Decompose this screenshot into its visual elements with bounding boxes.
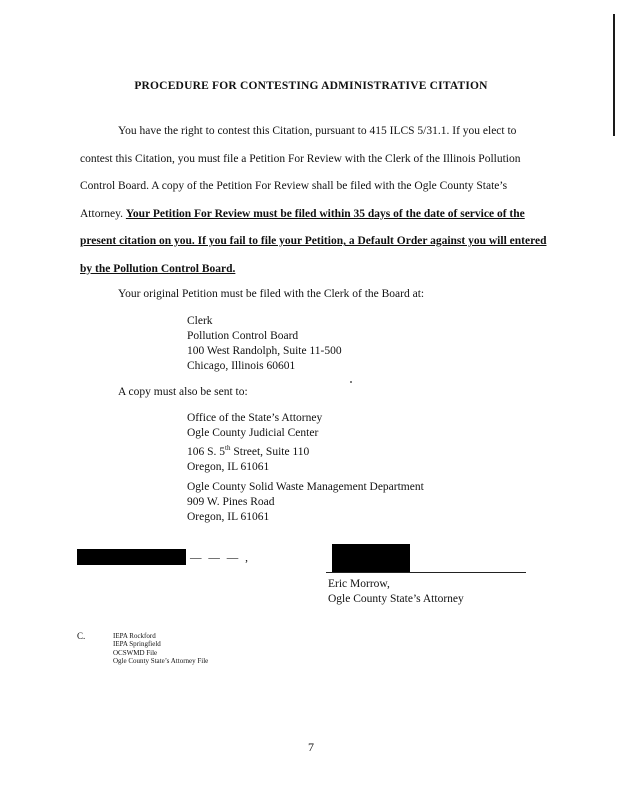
redacted-signature-block xyxy=(332,544,410,572)
ordinal-suffix: th xyxy=(225,444,231,452)
address-line: Oregon, IL 61061 xyxy=(187,511,270,523)
address-line: Ogle County Solid Waste Management Department xyxy=(187,481,424,493)
street-number: 106 S. 5 xyxy=(187,445,226,458)
deadline-warning-text: Your Petition For Review must be filed within 35 days of the date of service of the present citation on you. If you fail to file your Petition, a Default Order against you will entered by the Pollution Control Board. xyxy=(80,207,547,275)
contest-paragraph-text: You have the right to contest this Citation, pursuant to 415 ILCS 5/31.1. If you elect to contest this Citation, you must file a Petition For Review with the Clerk of the Illinois Pollution Control Board. A copy of the Petition For Review shall be filed with the Ogle County State’s Attorney. xyxy=(80,125,521,220)
cc-item: OCSWMD File xyxy=(113,648,158,657)
solid-waste-address-block xyxy=(187,480,424,525)
original-petition-instruction: Your original Petition must be filed with the Clerk of the Board at: xyxy=(118,288,425,300)
address-line: Office of the State’s Attorney xyxy=(187,412,323,424)
street-rest: Street, Suite 110 xyxy=(230,445,310,458)
states-attorney-address-block xyxy=(187,411,322,475)
cc-list xyxy=(113,632,208,666)
signer-name: Eric Morrow, xyxy=(328,578,390,590)
page-edge-rule xyxy=(613,14,615,136)
address-line: 100 West Randolph, Suite 11-500 xyxy=(187,345,342,357)
document-title: PROCEDURE FOR CONTESTING ADMINISTRATIVE CITATION xyxy=(134,80,488,92)
date-dashes: — — — , xyxy=(190,552,250,564)
clerk-address-block xyxy=(187,314,342,374)
signer-title: Ogle County State’s Attorney xyxy=(328,593,464,605)
speck-mark xyxy=(350,381,352,383)
signature-line xyxy=(326,572,526,573)
address-line: Oregon, IL 61061 xyxy=(187,460,270,473)
cc-item: IEPA Rockford xyxy=(113,632,156,640)
page-number: 7 xyxy=(308,740,314,754)
cc-item: Ogle County State’s Attorney File xyxy=(113,657,209,666)
cc-item: IEPA Springfield xyxy=(113,640,161,649)
redacted-date-block xyxy=(77,549,186,565)
address-line: Chicago, Illinois 60601 xyxy=(187,360,296,372)
address-line: 909 W. Pines Road xyxy=(187,496,275,508)
address-line xyxy=(187,441,322,460)
address-line: Ogle County Judicial Center xyxy=(187,427,319,439)
cc-label: C. xyxy=(77,631,86,641)
address-line: Pollution Control Board xyxy=(187,330,299,342)
address-line: Clerk xyxy=(187,315,213,327)
contest-paragraph xyxy=(80,118,550,283)
copy-instruction: A copy must also be sent to: xyxy=(118,386,248,398)
